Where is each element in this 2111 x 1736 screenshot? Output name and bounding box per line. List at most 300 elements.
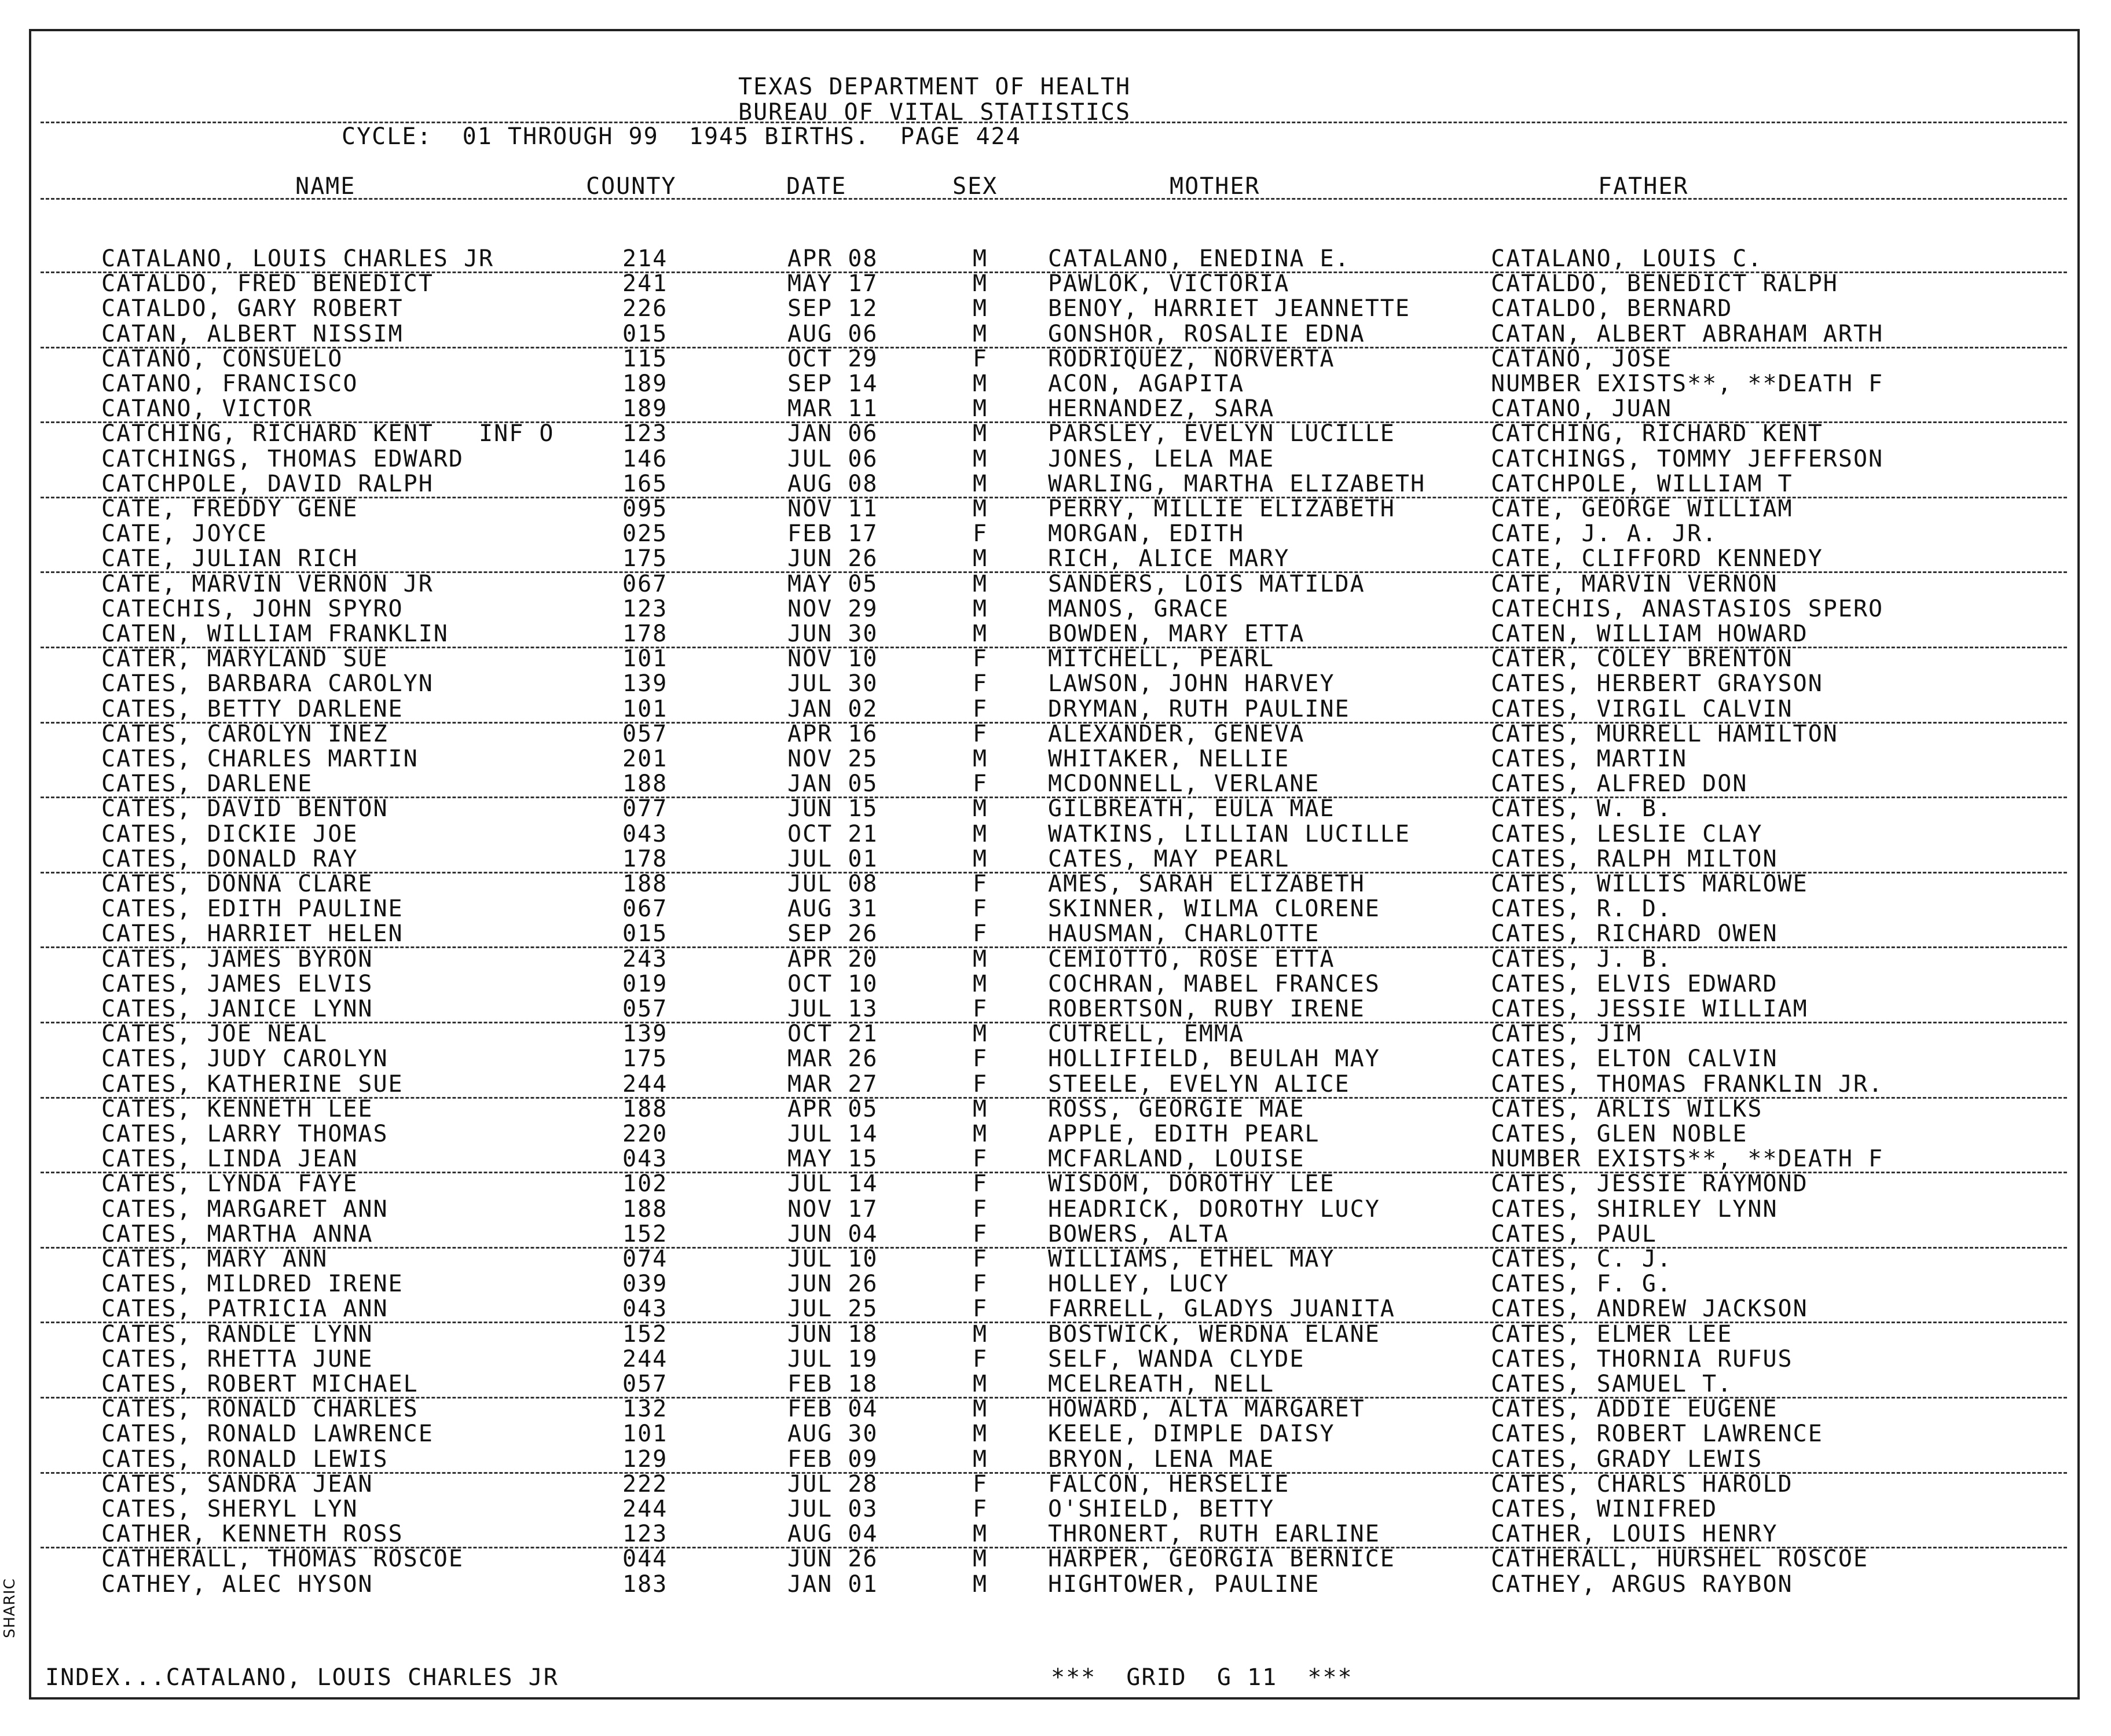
record-father: CATES, F. G. (1491, 1271, 1672, 1298)
side-label: SHARIC (1, 1578, 19, 1638)
record-date: MAR 26 (787, 1045, 878, 1073)
record-name: CATES, DONNA CLARE (101, 871, 373, 897)
record-name: CATES, KATHERINE SUE (101, 1070, 404, 1098)
record-name: CATEN, WILLIAM FRANKLIN (101, 621, 449, 647)
record-father: CATES, THOMAS FRANKLIN JR. (1491, 1070, 1884, 1098)
record-name: CATES, PATRICIA ANN (101, 1295, 389, 1323)
record-county: 188 (622, 1095, 668, 1122)
record-date: JUL 28 (787, 1470, 878, 1498)
record-county: 057 (622, 720, 668, 747)
record-county: 067 (622, 570, 668, 597)
record-mother: MCELREATH, NELL (1048, 1371, 1275, 1397)
record-date: AUG 31 (787, 895, 878, 923)
record-date: AUG 04 (787, 1521, 878, 1548)
row-group-rule (41, 1547, 2067, 1548)
record-father: CATES, MURRELL HAMILTON (1491, 720, 1838, 747)
record-sex: M (973, 746, 988, 772)
record-mother: STEELE, EVELYN ALICE (1048, 1070, 1350, 1098)
record-father: CATALANO, LOUIS C. (1491, 245, 1763, 272)
record-date: NOV 10 (787, 645, 878, 673)
record-father: CATES, GRADY LEWIS (1491, 1445, 1763, 1473)
record-county: 043 (622, 820, 668, 847)
record-mother: CEMIOTTO, ROSE ETTA (1048, 945, 1335, 972)
record-sex: M (973, 1095, 988, 1122)
record-mother: HIGHTOWER, PAULINE (1048, 1570, 1320, 1598)
record-name: CATES, RONALD LEWIS (101, 1445, 389, 1473)
record-father: CATHEY, ARGUS RAYBON (1491, 1570, 1793, 1598)
record-sex: M (973, 420, 988, 447)
row-group-rule (41, 1247, 2067, 1249)
record-county: 189 (622, 370, 668, 397)
record-name: CATANO, FRANCISCO (101, 370, 358, 397)
row-group-rule (41, 872, 2067, 873)
record-date: JUN 26 (787, 1271, 878, 1298)
row-group-rule (41, 797, 2067, 798)
record-name: CATES, DONALD RAY (101, 845, 358, 872)
record-sex: M (973, 1445, 988, 1473)
record-mother: CUTRELL, EMMA (1048, 1021, 1245, 1048)
record-sex: F (973, 720, 988, 747)
record-date: MAY 05 (787, 570, 878, 597)
record-county: 039 (622, 1271, 668, 1298)
record-county: 178 (622, 621, 668, 647)
record-mother: RODRIQUEZ, NORVERTA (1048, 345, 1335, 372)
column-header-father: FATHER (1598, 173, 1689, 200)
record-father: CATES, ARLIS WILKS (1491, 1095, 1763, 1122)
record-name: CATES, CHARLES MARTIN (101, 746, 419, 772)
record-father: CATAN, ALBERT ABRAHAM ARTH (1491, 320, 1884, 347)
record-name: CATES, JUDY CAROLYN (101, 1045, 389, 1073)
record-name: CATALANO, LOUIS CHARLES JR (101, 245, 494, 272)
record-date: JUL 30 (787, 670, 878, 698)
record-father: CATES, RALPH MILTON (1491, 845, 1778, 872)
record-mother: PAWLOK, VICTORIA (1048, 270, 1290, 298)
record-father: CATALDO, BERNARD (1491, 295, 1733, 322)
record-date: SEP 12 (787, 295, 878, 322)
record-mother: HARPER, GEORGIA BERNICE (1048, 1546, 1395, 1573)
record-name: CATES, JAMES ELVIS (101, 970, 373, 997)
record-sex: F (973, 996, 988, 1022)
column-header-mother: MOTHER (1170, 173, 1260, 200)
record-date: JUL 19 (787, 1345, 878, 1372)
record-mother: WILLIAMS, ETHEL MAY (1048, 1246, 1335, 1272)
record-date: JUL 14 (787, 1170, 878, 1198)
record-mother: KEELE, DIMPLE DAISY (1048, 1421, 1335, 1448)
record-father: CATES, WINIFRED (1491, 1496, 1718, 1522)
record-date: JAN 01 (787, 1570, 878, 1598)
record-date: JUN 15 (787, 795, 878, 823)
record-county: 101 (622, 645, 668, 673)
column-header-date: DATE (786, 173, 847, 200)
column-header-name: NAME (295, 173, 356, 200)
record-father: CATE, J. A. JR. (1491, 520, 1718, 548)
record-mother: WISDOM, DOROTHY LEE (1048, 1170, 1335, 1198)
record-date: JAN 06 (787, 420, 878, 447)
record-date: APR 20 (787, 945, 878, 972)
record-county: 152 (622, 1220, 668, 1247)
record-name: CATES, MARY ANN (101, 1246, 328, 1272)
record-name: CATCHPOLE, DAVID RALPH (101, 470, 434, 497)
record-father: CATE, MARVIN VERNON (1491, 570, 1778, 597)
footer-grid: *** GRID G 11 *** (1051, 1664, 1353, 1691)
record-date: FEB 18 (787, 1371, 878, 1397)
record-county: 077 (622, 795, 668, 823)
record-sex: F (973, 1146, 988, 1173)
record-county: 057 (622, 996, 668, 1022)
record-sex: M (973, 395, 988, 423)
record-father: CATES, SAMUEL T. (1491, 1371, 1733, 1397)
record-county: 044 (622, 1546, 668, 1573)
column-header-county: COUNTY (586, 173, 677, 200)
record-county: 244 (622, 1345, 668, 1372)
record-county: 183 (622, 1570, 668, 1598)
record-mother: ALEXANDER, GENEVA (1048, 720, 1305, 747)
record-father: CATES, PAUL (1491, 1220, 1657, 1247)
record-date: JUL 25 (787, 1295, 878, 1323)
record-sex: M (973, 1320, 988, 1348)
record-mother: HOLLEY, LUCY (1048, 1271, 1229, 1298)
record-mother: SKINNER, WILMA CLORENE (1048, 895, 1380, 923)
record-date: MAR 11 (787, 395, 878, 423)
record-mother: MANOS, GRACE (1048, 595, 1229, 622)
record-mother: DRYMAN, RUTH PAULINE (1048, 695, 1350, 722)
record-name: CATES, DAVID BENTON (101, 795, 389, 823)
record-mother: JONES, LELA MAE (1048, 445, 1275, 472)
record-mother: O'SHIELD, BETTY (1048, 1496, 1275, 1522)
record-father: CATES, VIRGIL CALVIN (1491, 695, 1793, 722)
column-header-rule (41, 198, 2067, 200)
record-father: CATES, JESSIE RAYMOND (1491, 1170, 1808, 1198)
record-mother: BENOY, HARRIET JEANNETTE (1048, 295, 1410, 322)
record-mother: RICH, ALICE MARY (1048, 545, 1290, 572)
record-mother: BOWERS, ALTA (1048, 1220, 1229, 1247)
record-sex: F (973, 895, 988, 923)
record-sex: M (973, 621, 988, 647)
record-father: CATES, MARTIN (1491, 746, 1688, 772)
record-father: NUMBER EXISTS**, **DEATH F (1491, 1146, 1884, 1173)
record-name: CATALDO, GARY ROBERT (101, 295, 404, 322)
record-county: 189 (622, 395, 668, 423)
record-sex: F (973, 645, 988, 673)
record-county: 188 (622, 1195, 668, 1223)
record-sex: F (973, 1070, 988, 1098)
record-name: CATES, RONALD CHARLES (101, 1396, 419, 1423)
record-sex: F (973, 1045, 988, 1073)
record-mother: APPLE, EDITH PEARL (1048, 1121, 1320, 1147)
record-date: NOV 29 (787, 595, 878, 622)
record-father: CATES, SHIRLEY LYNN (1491, 1195, 1778, 1223)
record-date: JUN 18 (787, 1320, 878, 1348)
record-sex: F (973, 1470, 988, 1498)
record-sex: M (973, 970, 988, 997)
record-county: 244 (622, 1496, 668, 1522)
record-county: 095 (622, 496, 668, 522)
record-mother: GONSHOR, ROSALIE EDNA (1048, 320, 1365, 347)
record-name: CATES, JAMES BYRON (101, 945, 373, 972)
record-mother: HAUSMAN, CHARLOTTE (1048, 920, 1320, 948)
record-mother: MCFARLAND, LOUISE (1048, 1146, 1305, 1173)
record-name: CATCHINGS, THOMAS EDWARD (101, 445, 464, 472)
record-sex: F (973, 1271, 988, 1298)
record-county: 165 (622, 470, 668, 497)
row-group-rule (41, 722, 2067, 724)
record-county: 146 (622, 445, 668, 472)
record-sex: M (973, 1396, 988, 1423)
record-county: 123 (622, 595, 668, 622)
record-sex: M (973, 320, 988, 347)
record-father: CATE, CLIFFORD KENNEDY (1491, 545, 1823, 572)
record-county: 188 (622, 871, 668, 897)
record-mother: FALCON, HERSELIE (1048, 1470, 1290, 1498)
record-county: 115 (622, 345, 668, 372)
record-mother: BOSTWICK, WERDNA ELANE (1048, 1320, 1380, 1348)
record-county: 102 (622, 1170, 668, 1198)
record-name: CATES, SANDRA JEAN (101, 1470, 373, 1498)
record-county: 101 (622, 695, 668, 722)
record-date: FEB 09 (787, 1445, 878, 1473)
row-group-rule (41, 271, 2067, 273)
header-department: TEXAS DEPARTMENT OF HEALTH (738, 74, 1131, 100)
record-sex: F (973, 1220, 988, 1247)
record-sex: F (973, 920, 988, 948)
header-bureau: BUREAU OF VITAL STATISTICS (738, 99, 1131, 126)
record-date: JUL 03 (787, 1496, 878, 1522)
record-date: OCT 10 (787, 970, 878, 997)
record-date: APR 05 (787, 1095, 878, 1122)
record-father: CATES, WILLIS MARLOWE (1491, 871, 1808, 897)
row-group-rule (41, 647, 2067, 648)
record-name: CATES, DICKIE JOE (101, 820, 358, 847)
record-county: 188 (622, 770, 668, 798)
record-sex: M (973, 545, 988, 572)
record-sex: M (973, 1121, 988, 1147)
record-father: CATCHPOLE, WILLIAM T (1491, 470, 1793, 497)
record-father: CATES, ELMER LEE (1491, 1320, 1733, 1348)
record-father: CATANO, JUAN (1491, 395, 1672, 423)
record-county: 101 (622, 1421, 668, 1448)
row-group-rule (41, 1472, 2067, 1474)
record-mother: ACON, AGAPITA (1048, 370, 1245, 397)
record-father: CATES, THORNIA RUFUS (1491, 1345, 1793, 1372)
record-mother: HOWARD, ALTA MARGARET (1048, 1396, 1365, 1423)
record-mother: ROBERTSON, RUBY IRENE (1048, 996, 1365, 1022)
record-mother: CATALANO, ENEDINA E. (1048, 245, 1350, 272)
record-date: OCT 29 (787, 345, 878, 372)
record-date: NOV 17 (787, 1195, 878, 1223)
record-sex: M (973, 1546, 988, 1573)
record-sex: M (973, 496, 988, 522)
record-father: CATE, GEORGE WILLIAM (1491, 496, 1793, 522)
column-header-sex: SEX (952, 173, 998, 200)
record-sex: M (973, 845, 988, 872)
record-name: CATE, JULIAN RICH (101, 545, 358, 572)
record-sex: M (973, 470, 988, 497)
record-date: APR 08 (787, 245, 878, 272)
row-group-rule (41, 421, 2067, 423)
record-county: 123 (622, 420, 668, 447)
record-mother: MITCHELL, PEARL (1048, 645, 1275, 673)
record-date: NOV 11 (787, 496, 878, 522)
record-county: 220 (622, 1121, 668, 1147)
row-group-rule (41, 1172, 2067, 1173)
record-name: CATES, LARRY THOMAS (101, 1121, 389, 1147)
record-mother: HEADRICK, DOROTHY LUCY (1048, 1195, 1380, 1223)
record-sex: M (973, 595, 988, 622)
record-name: CATES, MARTHA ANNA (101, 1220, 373, 1247)
record-name: CATES, LYNDA FAYE (101, 1170, 358, 1198)
record-sex: F (973, 770, 988, 798)
record-sex: M (973, 795, 988, 823)
record-father: CATCHINGS, TOMMY JEFFERSON (1491, 445, 1884, 472)
record-father: CATES, LESLIE CLAY (1491, 820, 1763, 847)
record-county: 139 (622, 1021, 668, 1048)
record-date: JAN 05 (787, 770, 878, 798)
record-name: CATES, MARGARET ANN (101, 1195, 389, 1223)
record-father: CATES, ELTON CALVIN (1491, 1045, 1778, 1073)
record-sex: M (973, 1371, 988, 1397)
record-sex: F (973, 520, 988, 548)
record-father: CATHER, LOUIS HENRY (1491, 1521, 1778, 1548)
record-date: SEP 14 (787, 370, 878, 397)
record-father: CATEN, WILLIAM HOWARD (1491, 621, 1808, 647)
record-date: JUL 13 (787, 996, 878, 1022)
record-county: 222 (622, 1470, 668, 1498)
record-sex: M (973, 245, 988, 272)
record-name: CATES, LINDA JEAN (101, 1146, 358, 1173)
record-mother: LAWSON, JOHN HARVEY (1048, 670, 1335, 698)
record-county: 132 (622, 1396, 668, 1423)
record-mother: HERNANDEZ, SARA (1048, 395, 1275, 423)
record-name: CATES, MILDRED IRENE (101, 1271, 404, 1298)
record-sex: M (973, 1421, 988, 1448)
record-date: AUG 06 (787, 320, 878, 347)
record-sex: M (973, 370, 988, 397)
record-father: CATCHING, RICHARD KENT (1491, 420, 1823, 447)
record-date: MAR 27 (787, 1070, 878, 1098)
row-group-rule (41, 497, 2067, 498)
record-county: 214 (622, 245, 668, 272)
record-county: 241 (622, 270, 668, 298)
record-county: 067 (622, 895, 668, 923)
record-mother: FARRELL, GLADYS JUANITA (1048, 1295, 1395, 1323)
record-county: 243 (622, 945, 668, 972)
record-mother: WHITAKER, NELLIE (1048, 746, 1290, 772)
record-name: CATES, JANICE LYNN (101, 996, 373, 1022)
record-date: JUN 26 (787, 545, 878, 572)
record-date: OCT 21 (787, 1021, 878, 1048)
record-date: JAN 02 (787, 695, 878, 722)
record-name: CATES, EDITH PAULINE (101, 895, 404, 923)
record-county: 043 (622, 1146, 668, 1173)
record-date: AUG 30 (787, 1421, 878, 1448)
record-name: CATALDO, FRED BENEDICT (101, 270, 434, 298)
record-mother: GILBREATH, EULA MAE (1048, 795, 1335, 823)
record-father: CATES, ELVIS EDWARD (1491, 970, 1778, 997)
record-mother: BRYON, LENA MAE (1048, 1445, 1275, 1473)
record-father: CATES, R. D. (1491, 895, 1672, 923)
record-name: CATES, JOE NEAL (101, 1021, 328, 1048)
record-sex: M (973, 445, 988, 472)
record-sex: F (973, 1345, 988, 1372)
record-father: CATALDO, BENEDICT RALPH (1491, 270, 1838, 298)
record-name: CATHEY, ALEC HYSON (101, 1570, 373, 1598)
record-name: CATES, RONALD LAWRENCE (101, 1421, 434, 1448)
record-name: CATANO, VICTOR (101, 395, 313, 423)
record-county: 015 (622, 920, 668, 948)
record-father: CATES, ADDIE EUGENE (1491, 1396, 1778, 1423)
record-mother: WARLING, MARTHA ELIZABETH (1048, 470, 1426, 497)
record-father: CATES, CHARLS HAROLD (1491, 1470, 1793, 1498)
record-sex: M (973, 570, 988, 597)
record-sex: M (973, 1021, 988, 1048)
record-date: JUL 08 (787, 871, 878, 897)
record-name: CATE, JOYCE (101, 520, 267, 548)
record-date: NOV 25 (787, 746, 878, 772)
record-date: FEB 04 (787, 1396, 878, 1423)
record-father: CATES, ALFRED DON (1491, 770, 1748, 798)
record-father: CATECHIS, ANASTASIOS SPERO (1491, 595, 1884, 622)
record-father: CATES, RICHARD OWEN (1491, 920, 1778, 948)
record-sex: F (973, 695, 988, 722)
record-father: CATES, JESSIE WILLIAM (1491, 996, 1808, 1022)
record-name: CATER, MARYLAND SUE (101, 645, 389, 673)
record-name: CATES, BARBARA CAROLYN (101, 670, 434, 698)
record-father: CATANO, JOSE (1491, 345, 1672, 372)
record-county: 201 (622, 746, 668, 772)
record-name: CATE, MARVIN VERNON JR (101, 570, 434, 597)
record-mother: MORGAN, EDITH (1048, 520, 1245, 548)
record-mother: WATKINS, LILLIAN LUCILLE (1048, 820, 1410, 847)
record-father: CATES, HERBERT GRAYSON (1491, 670, 1823, 698)
row-group-rule (41, 1097, 2067, 1099)
record-date: MAY 15 (787, 1146, 878, 1173)
row-group-rule (41, 946, 2067, 948)
record-sex: M (973, 1570, 988, 1598)
record-mother: HOLLIFIELD, BEULAH MAY (1048, 1045, 1380, 1073)
record-name: CATE, FREDDY GENE (101, 496, 358, 522)
record-mother: SELF, WANDA CLYDE (1048, 1345, 1305, 1372)
record-name: CATCHING, RICHARD KENT INF O (101, 420, 555, 447)
record-mother: PARSLEY, EVELYN LUCILLE (1048, 420, 1395, 447)
record-mother: COCHRAN, MABEL FRANCES (1048, 970, 1380, 997)
record-date: AUG 08 (787, 470, 878, 497)
record-date: JUN 30 (787, 621, 878, 647)
record-county: 025 (622, 520, 668, 548)
record-county: 074 (622, 1246, 668, 1272)
record-father: CATES, ANDREW JACKSON (1491, 1295, 1808, 1323)
record-sex: F (973, 871, 988, 897)
record-mother: SANDERS, LOIS MATILDA (1048, 570, 1365, 597)
record-county: 123 (622, 1521, 668, 1548)
record-sex: F (973, 1246, 988, 1272)
record-date: JUN 26 (787, 1546, 878, 1573)
record-name: CATES, CAROLYN INEZ (101, 720, 389, 747)
record-date: JUL 14 (787, 1121, 878, 1147)
record-father: NUMBER EXISTS**, **DEATH F (1491, 370, 1884, 397)
record-name: CATES, ROBERT MICHAEL (101, 1371, 419, 1397)
row-group-rule (41, 1322, 2067, 1323)
record-name: CATES, BETTY DARLENE (101, 695, 404, 722)
record-mother: MCDONNELL, VERLANE (1048, 770, 1320, 798)
record-mother: ROSS, GEORGIE MAE (1048, 1095, 1305, 1122)
record-name: CATANO, CONSUELO (101, 345, 343, 372)
record-county: 178 (622, 845, 668, 872)
record-mother: THRONERT, RUTH EARLINE (1048, 1521, 1380, 1548)
record-sex: F (973, 1295, 988, 1323)
record-name: CATES, RHETTA JUNE (101, 1345, 373, 1372)
cycle-line: CYCLE: 01 THROUGH 99 1945 BIRTHS. PAGE 424 (342, 123, 1021, 150)
record-mother: BOWDEN, MARY ETTA (1048, 621, 1305, 647)
